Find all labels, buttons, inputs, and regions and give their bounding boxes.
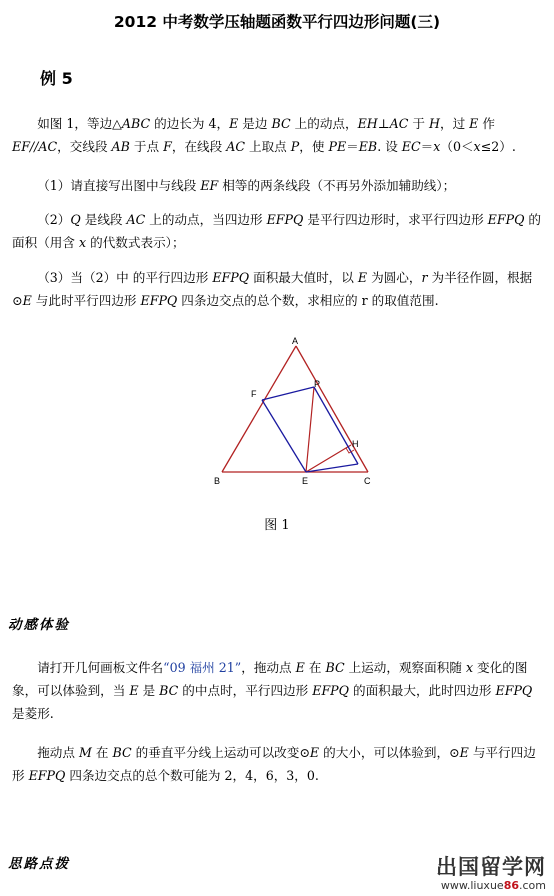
text-run: 的中点时，平行四边形 bbox=[178, 683, 313, 698]
math-run: EFPQ bbox=[495, 683, 533, 698]
math-run: BC bbox=[271, 116, 291, 131]
text-run: ≤2）. bbox=[480, 139, 516, 154]
math-run: EB bbox=[358, 139, 378, 154]
text-run: 的边长为 4， bbox=[150, 116, 230, 131]
point-label-b: B bbox=[214, 476, 221, 486]
point-label-c: C bbox=[364, 476, 371, 486]
point-label-f: F bbox=[251, 389, 257, 399]
text-run: 上的动点， bbox=[290, 116, 358, 131]
math-run: EF//AC bbox=[12, 139, 58, 154]
text-run: 是菱形. bbox=[12, 706, 54, 721]
question-3 bbox=[12, 266, 542, 312]
text-run: 是 bbox=[138, 683, 160, 698]
file-name-link: “09 福州 21” bbox=[163, 660, 242, 675]
math-run: H bbox=[428, 116, 440, 131]
text-run: 是平行四边形时，求平行四边形 bbox=[303, 212, 488, 227]
math-run: AB bbox=[111, 139, 130, 154]
math-run: E bbox=[309, 745, 320, 760]
problem-statement bbox=[12, 112, 542, 158]
watermark-url bbox=[436, 879, 546, 892]
text-run: （0＜ bbox=[440, 139, 474, 154]
text-run: （3）当（2）中 的平行四边形 bbox=[37, 270, 213, 285]
point-label-h: H bbox=[352, 439, 359, 449]
math-run: EF bbox=[200, 178, 219, 193]
point-label-e: E bbox=[302, 476, 309, 486]
math-run: AC bbox=[226, 139, 245, 154]
side-ab bbox=[222, 346, 296, 472]
text-run: 的垂直平分线上运动可以改变⊙ bbox=[131, 745, 310, 760]
text-run: 是线段 bbox=[80, 212, 127, 227]
side-ac bbox=[296, 346, 368, 472]
text-run: ，在线段 bbox=[171, 139, 227, 154]
math-run: P bbox=[290, 139, 300, 154]
text-run: 四条边交点的总个数可能为 2，4，6，3，0. bbox=[65, 768, 319, 783]
math-run: AC bbox=[126, 212, 146, 227]
question-1 bbox=[12, 174, 542, 197]
math-run: E bbox=[129, 683, 139, 698]
url-highlight: 86 bbox=[503, 879, 519, 892]
text-run: 的代数式表示）； bbox=[86, 235, 185, 250]
text-run: 为圆心， bbox=[367, 270, 422, 285]
figure-caption: 图 1 bbox=[264, 518, 290, 533]
section-heading-dynamic: 动感体验 bbox=[8, 617, 70, 633]
text-run: 的面积最大，此时四边形 bbox=[348, 683, 496, 698]
math-run: EH bbox=[357, 116, 378, 131]
math-run: ABC bbox=[121, 116, 151, 131]
math-run: BC bbox=[159, 683, 179, 698]
text-run: 为半径作圆，根据⊙ bbox=[12, 270, 533, 308]
point-label-p: P bbox=[314, 379, 321, 389]
text-run: 上取点 bbox=[244, 139, 291, 154]
math-run: PE bbox=[328, 139, 347, 154]
text-run: . 设 bbox=[377, 139, 402, 154]
math-run: BC bbox=[112, 745, 132, 760]
math-run: E bbox=[22, 293, 32, 308]
text-run: ⊥ bbox=[377, 116, 390, 131]
text-run: 作 bbox=[478, 116, 495, 131]
math-run: EFPQ bbox=[212, 270, 250, 285]
text-run: 于 bbox=[408, 116, 429, 131]
text-run: 面积最大值时，以 bbox=[249, 270, 358, 285]
math-run: AC bbox=[389, 116, 409, 131]
text-run: 上运动，观察面积随 bbox=[344, 660, 466, 675]
text-run: 的面积（用含 bbox=[12, 212, 542, 250]
text-run: 请打开几何画板文件名 bbox=[37, 660, 164, 675]
text-run: （1）请直接写出图中与线段 bbox=[37, 178, 201, 193]
math-run: EFPQ bbox=[312, 683, 349, 698]
segment-ef bbox=[262, 400, 306, 472]
segment-fp bbox=[262, 387, 314, 400]
url-suffix: .com bbox=[519, 879, 546, 892]
math-run: E bbox=[295, 660, 305, 675]
segment-pq bbox=[314, 387, 358, 464]
math-run: x bbox=[473, 139, 481, 154]
text-run: 与平行四边形 bbox=[12, 745, 536, 783]
math-run: EFPQ bbox=[487, 212, 525, 227]
text-run: 上的动点，当四边形 bbox=[145, 212, 267, 227]
watermark-text: 出国留学网 bbox=[436, 855, 546, 879]
text-run: ＝ bbox=[420, 139, 434, 154]
math-run: x bbox=[465, 660, 474, 675]
text-run: 四条边交点的总个数，求相应的 r 的取值范围. bbox=[177, 293, 439, 308]
text-run: 变化的图象，可以体验到，当 bbox=[12, 660, 528, 698]
math-run: E bbox=[357, 270, 368, 285]
math-run: r bbox=[421, 270, 428, 285]
math-run: E bbox=[469, 116, 479, 131]
example-heading: 例 5 bbox=[40, 69, 73, 88]
url-prefix: www.liuxue bbox=[440, 879, 504, 892]
text-run: ＝ bbox=[346, 139, 359, 154]
dynamic-paragraph-1 bbox=[12, 656, 542, 725]
math-run: E bbox=[459, 745, 469, 760]
text-run: ，交线段 bbox=[57, 139, 112, 154]
text-run: 在 bbox=[91, 745, 113, 760]
text-run: ，使 bbox=[299, 139, 329, 154]
math-run: x bbox=[433, 139, 441, 154]
watermark-logo bbox=[436, 855, 546, 892]
text-run: 相等的两条线段（不再另外添加辅助线）； bbox=[218, 178, 456, 193]
math-run: E bbox=[229, 116, 239, 131]
page-title: 2012 中考数学压轴题函数平行四边形问题(三) bbox=[113, 13, 441, 31]
text-run: 与此时平行四边形 bbox=[31, 293, 141, 308]
math-run: EFPQ bbox=[140, 293, 178, 308]
text-run: 拖动点 bbox=[37, 745, 79, 760]
math-run: Q bbox=[70, 212, 81, 227]
math-run: x bbox=[78, 235, 87, 250]
text-run: 于点 bbox=[129, 139, 164, 154]
math-run: EFPQ bbox=[266, 212, 304, 227]
text-run: 是边 bbox=[238, 116, 272, 131]
text-run: （2） bbox=[37, 212, 71, 227]
segment-pe bbox=[306, 387, 314, 472]
text-run: 在 bbox=[304, 660, 326, 675]
math-run: BC bbox=[325, 660, 345, 675]
math-run: EFPQ bbox=[28, 768, 66, 783]
geometry-figure bbox=[196, 332, 386, 494]
text-run: ，拖动点 bbox=[241, 660, 296, 675]
math-run: M bbox=[78, 745, 92, 760]
math-run: EC bbox=[401, 139, 421, 154]
question-2 bbox=[12, 208, 542, 254]
math-run: F bbox=[163, 139, 172, 154]
text-run: ，过 bbox=[439, 116, 470, 131]
section-heading-hints: 思路点拨 bbox=[8, 856, 70, 872]
text-run: 如图 1，等边△ bbox=[37, 116, 122, 131]
dynamic-paragraph-2 bbox=[12, 741, 542, 787]
text-run: 的大小，可以体验到，⊙ bbox=[319, 745, 460, 760]
point-label-a: A bbox=[292, 336, 299, 346]
